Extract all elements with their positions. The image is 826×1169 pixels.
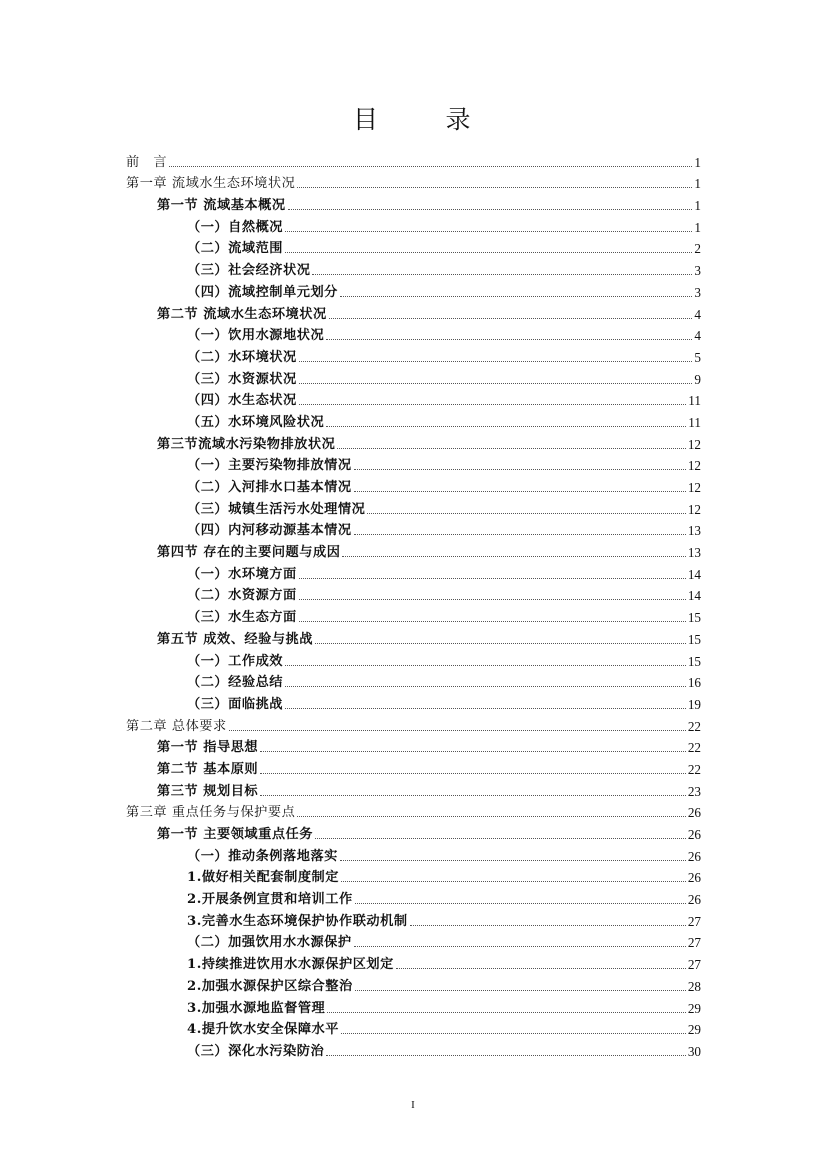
toc-entry[interactable] [126,995,701,1017]
toc-entry[interactable] [126,171,701,193]
toc-entry[interactable] [126,257,701,279]
toc-dot-leader [341,881,686,882]
toc-entry-label: （三）城镇生活污水处理情况 [187,501,366,517]
toc-entry-page: 12 [687,480,701,495]
toc-entry-label: （二）流域范围 [187,241,284,257]
toc-entry-label: （二）入河排水口基本情况 [187,480,352,495]
toc-entry[interactable] [126,431,701,453]
toc-entry-page: 29 [687,1022,701,1038]
toc-dot-leader [312,274,692,275]
toc-entry[interactable] [126,583,701,605]
toc-entry[interactable] [126,930,701,952]
toc-entry-label: （三）水生态方面 [187,610,297,626]
toc-entry-page: 22 [687,718,701,734]
toc-dot-leader [340,296,693,297]
toc-dot-leader [285,665,686,666]
toc-dot-leader [299,621,686,622]
toc-entry-page: 2 [694,241,701,257]
toc-entry-page: 26 [687,848,701,864]
page-title [0,100,826,136]
toc-entry[interactable] [126,496,701,518]
toc-entry[interactable] [126,214,701,236]
toc-entry[interactable] [126,388,701,410]
toc-entry-label: （四）水生态状况 [187,393,297,409]
toc-dot-leader [169,166,692,167]
toc-entry[interactable] [126,800,701,822]
toc-entry-label: （二）经验总结 [187,675,284,691]
toc-entry[interactable] [126,301,701,323]
toc-entry[interactable] [126,474,701,496]
toc-entry[interactable] [126,778,701,800]
toc-entry-label: （三）面临挑战 [187,696,284,712]
toc-dot-leader [329,318,693,319]
toc-dot-leader [299,404,687,405]
table-of-contents [126,149,701,1060]
toc-entry-page: 14 [687,588,701,604]
toc-entry[interactable] [126,756,701,778]
toc-entry-label: 1.持续推进饮用水水源保护区划定 [187,957,394,973]
toc-dot-leader [396,968,686,969]
toc-dot-leader [410,925,686,926]
toc-entry[interactable] [126,518,701,540]
toc-entry[interactable] [126,366,701,388]
toc-dot-leader [367,513,686,514]
title-char-1: 目 [353,105,381,134]
toc-dot-leader [326,1055,686,1056]
page-number: I [411,1099,415,1111]
toc-entry[interactable] [126,973,701,995]
toc-entry[interactable] [126,735,701,757]
toc-entry-page: 27 [687,935,701,951]
toc-entry-label: （二）水资源方面 [187,588,297,604]
toc-entry-label: （五）水环境风险状况 [187,414,325,430]
toc-entry[interactable] [126,279,701,301]
toc-entry-page: 1 [694,219,701,235]
toc-entry-page: 12 [687,436,701,452]
toc-entry-page: 12 [687,458,701,474]
toc-entry-label: （三）水资源状况 [187,371,297,387]
toc-entry-label: （一）推动条例落地落实 [187,848,338,864]
toc-entry-page: 15 [687,653,701,669]
toc-entry-page: 11 [688,393,701,409]
toc-dot-leader [315,643,686,644]
toc-entry[interactable] [126,865,701,887]
toc-entry[interactable] [126,648,701,670]
toc-entry-label: 3.完善水生态环境保护协作联动机制 [187,913,408,929]
toc-entry[interactable] [126,236,701,258]
toc-entry[interactable] [126,1017,701,1039]
toc-entry-page: 27 [687,913,701,929]
toc-dot-leader [354,534,686,535]
toc-dot-leader [327,1012,686,1013]
toc-entry-page: 15 [687,610,701,626]
toc-entry-label: （三）深化水污染防治 [187,1043,325,1059]
toc-dot-leader [326,339,692,340]
toc-entry-page: 1 [694,176,701,192]
toc-entry-label: （四）流域控制单元划分 [187,284,338,300]
toc-entry-label: 第三章 重点任务与保护要点 [126,805,296,821]
toc-entry-label: 第二章 总体要求 [126,718,227,734]
toc-dot-leader [299,361,693,362]
toc-entry-page: 15 [687,631,701,647]
toc-entry-label: （四）内河移动源基本情况 [187,523,352,539]
toc-entry-page: 28 [687,978,701,994]
toc-entry-page: 13 [687,523,701,539]
toc-dot-leader [288,209,693,210]
toc-entry[interactable] [126,323,701,345]
toc-entry-label: （二）水环境状况 [187,349,297,365]
toc-entry-label: 1.做好相关配套制度制定 [187,870,339,886]
toc-dot-leader [297,816,686,817]
toc-entry[interactable] [126,843,701,865]
toc-dot-leader [285,252,692,253]
toc-entry[interactable] [126,409,701,431]
toc-entry-page: 19 [687,696,701,712]
toc-entry-page: 26 [687,870,701,886]
toc-entry-label: 4.提升饮水安全保障水平 [187,1022,339,1038]
toc-entry-page: 11 [688,414,701,430]
toc-entry[interactable] [126,1038,701,1060]
toc-dot-leader [260,773,686,774]
title-char-2: 录 [445,105,473,134]
toc-entry-label: 第一章 流域水生态环境状况 [126,176,296,192]
toc-dot-leader [354,491,686,492]
toc-entry-page: 22 [687,740,701,756]
toc-entry-page: 16 [687,675,701,691]
toc-entry-label: 第一节 主要领域重点任务 [157,827,313,842]
toc-entry-label: （二）加强饮用水水源保护 [187,935,352,951]
toc-dot-leader [315,838,686,839]
toc-entry-page: 22 [687,761,701,777]
toc-entry-page: 26 [687,827,701,842]
toc-entry-page: 5 [694,349,701,365]
toc-entry-page: 13 [687,545,701,561]
toc-entry[interactable] [126,670,701,692]
toc-entry-page: 27 [687,957,701,973]
toc-entry[interactable] [126,453,701,475]
toc-entry[interactable] [126,626,701,648]
toc-entry-page: 26 [687,805,701,821]
toc-dot-leader [297,187,692,188]
toc-entry[interactable] [126,561,701,583]
toc-dot-leader [260,795,686,796]
toc-dot-leader [337,448,686,449]
toc-entry-page: 30 [687,1043,701,1059]
toc-dot-leader [285,708,686,709]
toc-entry-page: 4 [694,306,701,322]
toc-dot-leader [299,383,693,384]
toc-entry-page: 26 [687,892,701,908]
toc-entry[interactable] [126,886,701,908]
toc-entry-label: （一）饮用水源地状况 [187,328,325,344]
toc-entry-label: 3.加强水源地监督管理 [187,1000,326,1016]
toc-entry-page: 3 [694,284,701,300]
toc-dot-leader [299,578,686,579]
toc-dot-leader [299,599,686,600]
toc-entry-label: 第四节 存在的主要问题与成因 [157,545,341,561]
toc-entry[interactable] [126,604,701,626]
toc-entry[interactable] [126,821,701,843]
toc-dot-leader [355,990,686,991]
toc-entry-label: （三）社会经济状况 [187,263,311,279]
toc-entry-page: 1 [694,198,701,214]
toc-dot-leader [355,903,686,904]
toc-entry[interactable] [126,192,701,214]
toc-entry-label: （一）工作成效 [187,653,284,669]
toc-entry-page: 4 [694,328,701,344]
toc-dot-leader [229,730,686,731]
toc-entry-label: 第一节 流域基本概况 [157,198,286,214]
toc-dot-leader [342,556,685,557]
toc-entry-page: 29 [687,1000,701,1016]
toc-entry[interactable] [126,539,701,561]
toc-entry[interactable] [126,691,701,713]
toc-entry-label: 2.加强水源保护区综合整治 [187,978,353,994]
toc-entry-page: 1 [694,154,701,170]
toc-entry-label: 第二节 基本原则 [157,761,259,777]
toc-entry-page: 12 [687,501,701,517]
toc-entry-page: 14 [687,566,701,582]
toc-dot-leader [326,426,686,427]
toc-dot-leader [285,231,692,232]
toc-entry-page: 9 [694,371,701,387]
toc-entry-label: 第五节 成效、经验与挑战 [157,631,313,647]
toc-entry-page: 23 [687,783,701,799]
toc-dot-leader [354,469,686,470]
toc-entry[interactable] [126,149,701,171]
toc-dot-leader [341,1033,686,1034]
toc-dot-leader [354,946,686,947]
toc-entry-label: 第一节 指导思想 [157,740,259,756]
toc-entry[interactable] [126,713,701,735]
toc-entry-label: （一）水环境方面 [187,566,297,582]
toc-entry[interactable] [126,908,701,930]
toc-dot-leader [260,751,686,752]
toc-entry[interactable] [126,344,701,366]
toc-entry-label: （一）主要污染物排放情况 [187,458,352,474]
toc-entry-label: 第三节流域水污染物排放状况 [157,436,336,452]
toc-entry-label: 第二节 流域水生态环境状况 [157,306,327,322]
toc-entry-label: 2.开展条例宣贯和培训工作 [187,892,353,908]
toc-entry-label: （一）自然概况 [187,219,284,235]
toc-dot-leader [340,860,686,861]
toc-entry[interactable] [126,951,701,973]
toc-entry-label: 前 言 [126,154,168,170]
toc-entry-label: 第三节 规划目标 [157,783,259,799]
toc-entry-page: 3 [694,263,701,279]
toc-dot-leader [285,686,686,687]
